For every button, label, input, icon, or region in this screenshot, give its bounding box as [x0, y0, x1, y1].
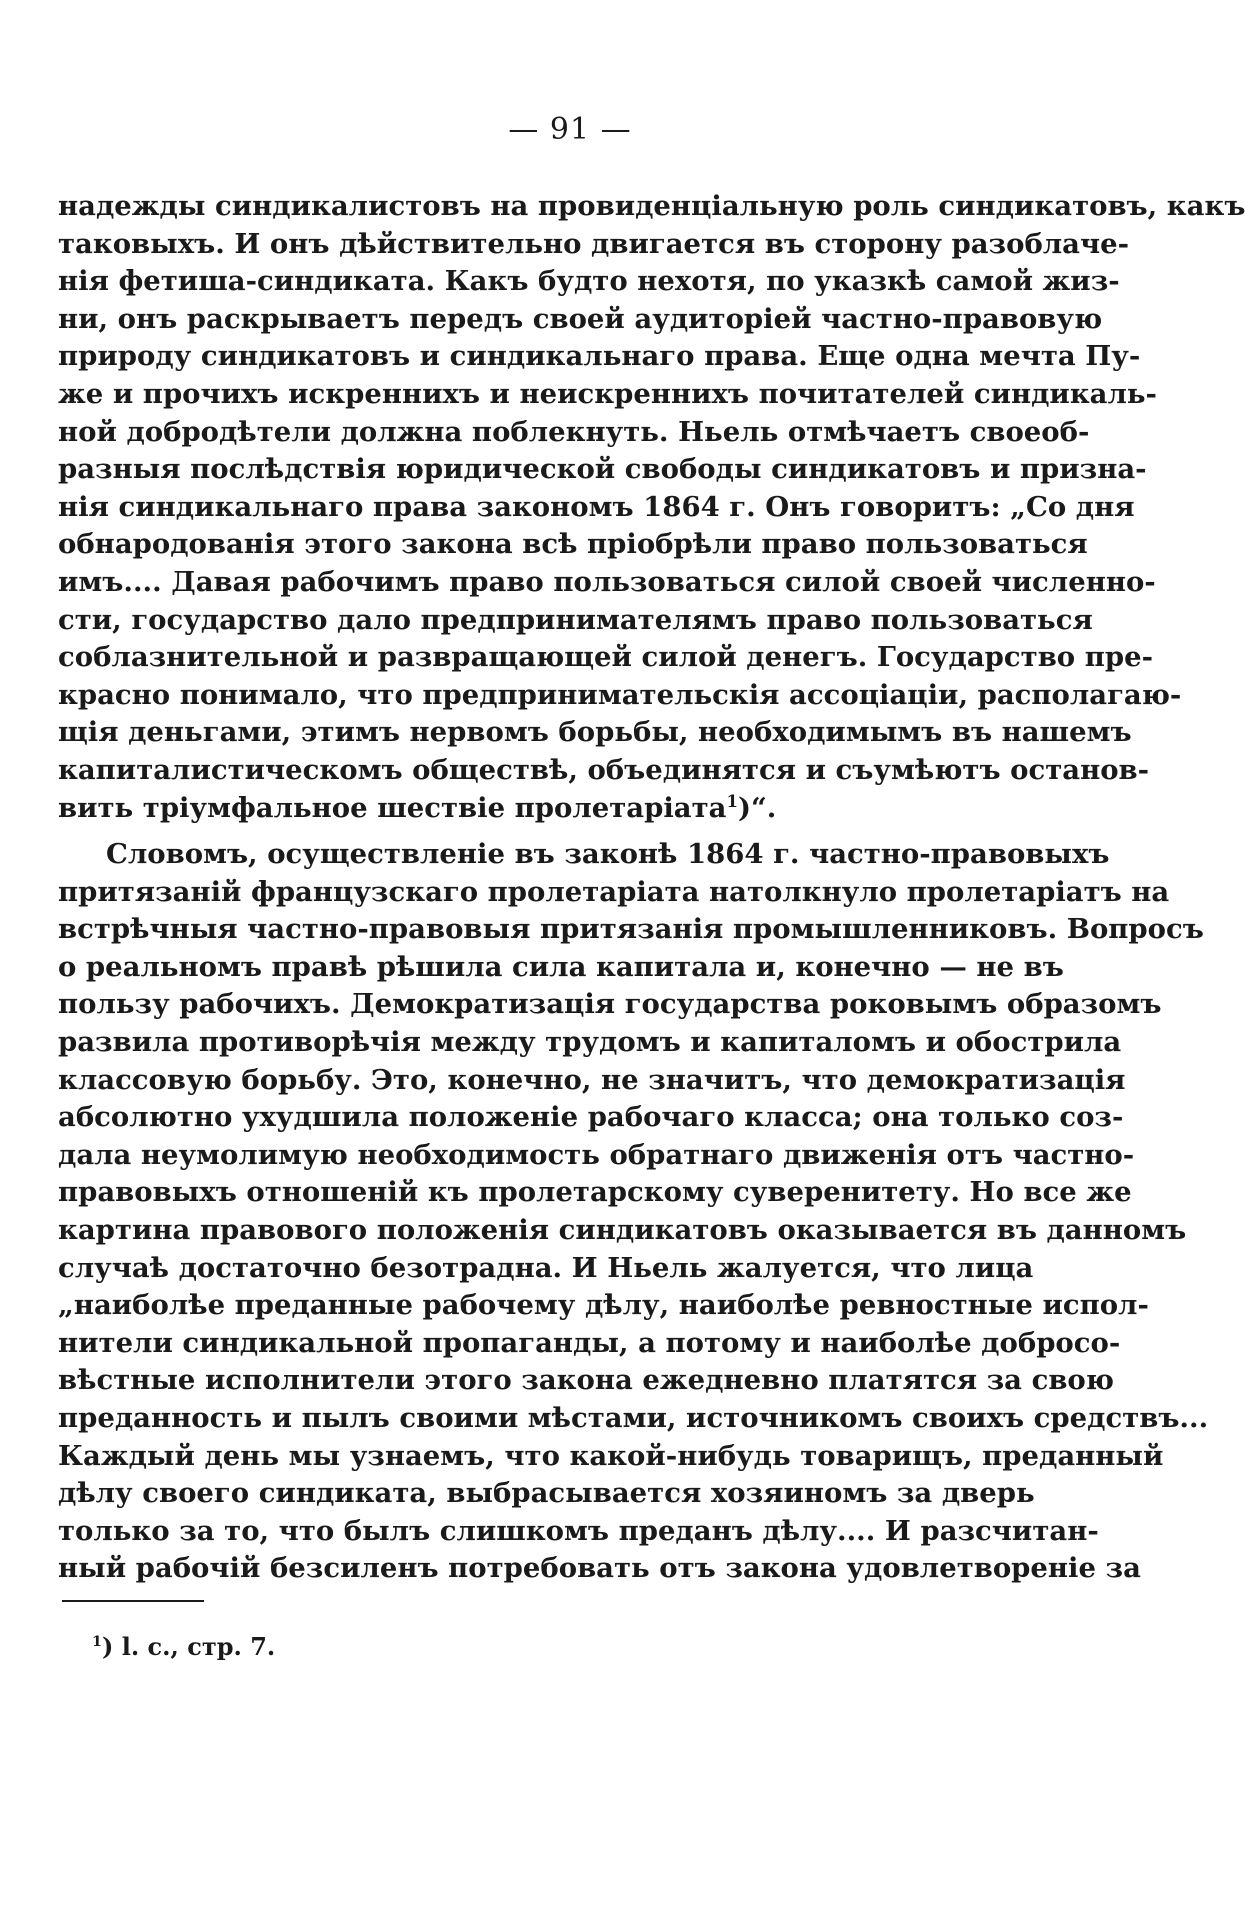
footnote-reference[interactable]: 1	[726, 791, 738, 811]
text-line: ной добродѣтели должна поблекнуть. Ньель отмѣчаетъ своеоб-	[58, 415, 1090, 448]
text-line: дѣлу своего синдиката, выбрасывается хозяиномъ за дверь	[58, 1477, 1035, 1510]
text-line: сти, государство дало предпринимателямъ право пользоваться	[58, 603, 1093, 636]
paragraph-1	[58, 188, 1245, 827]
text-line: абсолютно ухудшила положеніе рабочаго класса; она только соз-	[58, 1101, 1124, 1134]
text-line: соблазнительной и развращающей силой денегъ. Государство пре-	[58, 641, 1153, 674]
text-line: только за то, что былъ слишкомъ преданъ дѣлу.... И разсчитан-	[58, 1514, 1099, 1547]
footnote-text: ) l. c., стр. 7.	[102, 1632, 276, 1661]
text-line: классовую борьбу. Это, конечно, не значитъ, что демократизація	[58, 1063, 1126, 1096]
text-line: красно понимало, что предпринимательскія ассоціаціи, располагаю-	[58, 678, 1182, 711]
text-line: встрѣчныя частно-правовыя притязанія промышленниковъ. Вопросъ	[58, 913, 1204, 946]
text-line: природу синдикатовъ и синдикальнаго права. Еще одна мечта Пу-	[58, 340, 1141, 373]
text-fragment: )“.	[737, 791, 777, 824]
text-line: нители синдикальной пропаганды, а потому и наиболѣе добросо-	[58, 1326, 1121, 1359]
text-line: Словомъ, осуществленіе въ законѣ 1864 г. частно-правовыхъ	[106, 838, 1110, 870]
text-line: имъ.... Давая рабочимъ право пользоваться силой своей численно-	[58, 565, 1156, 598]
text-line: ни, онъ раскрываетъ передъ своей аудиторіей частно-правовую	[58, 302, 1103, 335]
footnote	[92, 1632, 275, 1661]
text-line: таковыхъ. И онъ дѣйствительно двигается въ сторону разоблаче-	[58, 227, 1130, 260]
text-fragment: вить тріумфальное шествіе пролетаріата	[58, 791, 727, 824]
paragraph-2	[58, 836, 1209, 1588]
text-line: случаѣ достаточно безотрадна. И Ньель жалуется, что лица	[58, 1251, 1034, 1284]
text-line: нія фетиша-синдиката. Какъ будто нехотя, по указкѣ самой жиз-	[58, 265, 1120, 298]
text-line: капиталистическомъ обществѣ, объединятся и съумѣютъ останов-	[58, 753, 1150, 786]
text-line: правовыхъ отношеній къ пролетарскому суверенитету. Но все же	[58, 1176, 1132, 1209]
text-line: преданность и пылъ своими мѣстами, источникомъ своихъ средствъ...	[58, 1401, 1209, 1434]
text-line: Каждый день мы узнаемъ, что какой-нибудь товарищъ, преданный	[58, 1439, 1164, 1472]
text-line: разныя послѣдствія юридической свободы синдикатовъ и призна-	[58, 453, 1147, 486]
footnote-divider	[62, 1600, 204, 1602]
text-line: пользу рабочихъ. Демократизація государства роковымъ образомъ	[58, 988, 1162, 1021]
text-line: „наиболѣе преданные рабочему дѣлу, наиболѣе ревностные испол-	[58, 1289, 1149, 1322]
text-line-last	[58, 790, 958, 828]
text-line: щія деньгами, этимъ нервомъ борьбы, необходимымъ въ нашемъ	[58, 716, 1132, 749]
text-line: о реальномъ правѣ рѣшила сила капитала и, конечно — не въ	[58, 950, 1064, 983]
text-line: картина правового положенія синдикатовъ оказывается въ данномъ	[58, 1213, 1187, 1246]
page-number: — 91 —	[508, 112, 632, 147]
text-line: нія синдикальнаго права закономъ 1864 г. Онъ говоритъ: „Со дня	[58, 490, 1135, 523]
text-line: ный рабочій безсиленъ потребовать отъ закона удовлетвореніе за	[58, 1552, 1141, 1585]
footnote-marker: 1	[92, 1633, 103, 1650]
text-line: надежды синдикалистовъ на провиденціальную роль синдикатовъ, какъ	[58, 190, 1245, 222]
text-line: обнародованія этого закона всѣ пріобрѣли право пользоваться	[58, 528, 1088, 561]
text-line: притязаній французскаго пролетаріата натолкнуло пролетаріатъ на	[58, 875, 1170, 908]
text-line: дала неумолимую необходимость обратнаго движенія отъ частно-	[58, 1138, 1135, 1171]
text-line: вѣстные исполнители этого закона ежедневно платятся за свою	[58, 1364, 1114, 1397]
text-line: развила противорѣчія между трудомъ и капиталомъ и обострила	[58, 1025, 1122, 1058]
text-line: же и прочихъ искреннихъ и неискреннихъ почитателей синдикаль-	[58, 377, 1157, 410]
